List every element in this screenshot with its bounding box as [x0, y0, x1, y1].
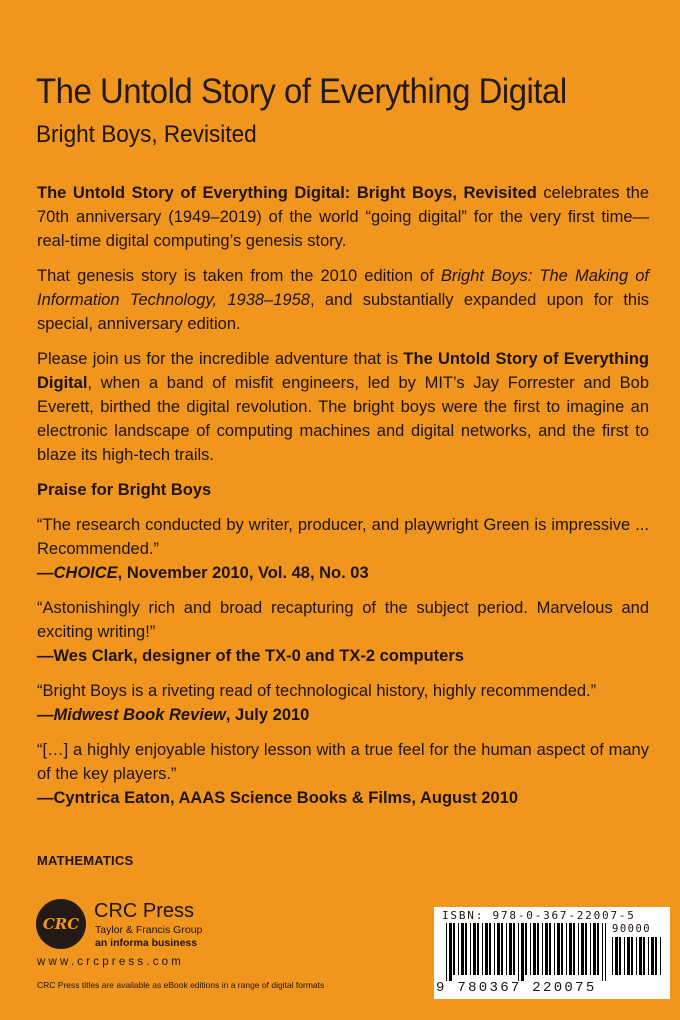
back-cover-text — [37, 181, 649, 821]
publisher-url[interactable]: www.crcpress.com — [37, 956, 185, 968]
barcode-bar — [561, 923, 563, 975]
barcode-bar — [639, 937, 642, 975]
quote-text: “Astonishingly rich and broad recapturing of the subject period. Marvelous and exciting writing!” — [37, 599, 649, 641]
barcode-bar — [485, 923, 488, 975]
barcode-bar — [537, 923, 539, 975]
barcode-bar — [643, 937, 645, 975]
origin-book-title: Bright Boys: The Making of Information Technology, 1938–1958 — [37, 267, 649, 309]
barcode-bar — [461, 923, 464, 975]
barcode-bar — [573, 923, 575, 975]
barcode-bar — [648, 937, 649, 975]
isbn-label: ISBN: 978-0-367-22007-5 — [442, 909, 636, 922]
attribution-source: Wes Clark, designer of the TX-0 and TX-2 computers — [53, 647, 464, 665]
quote-block — [37, 679, 649, 727]
origin-paragraph — [37, 264, 649, 336]
attribution-source: Midwest Book Review — [53, 706, 226, 724]
publisher-business: an informa business — [95, 937, 198, 949]
barcode-bar — [449, 923, 452, 981]
logo-text: CRC — [42, 915, 80, 933]
barcode-bar — [615, 937, 618, 975]
quote-text: “The research conducted by writer, producer, and playwright Green is impressive ... Recommended.” — [37, 516, 649, 558]
barcode-bar — [660, 937, 661, 975]
invitation-pre: Please join us for the incredible adventure that is — [37, 350, 404, 368]
barcode-bar — [533, 923, 536, 975]
intro-bold-title: The Untold Story of Everything Digital: Bright Boys, Revisited — [37, 184, 537, 202]
barcode-bar — [554, 923, 555, 975]
invitation-bold: The Untold Story of Everything Digital — [37, 350, 649, 392]
intro-paragraph — [37, 181, 649, 253]
origin-post: , and substantially expanded upon for this special, anniversary edition. — [37, 291, 649, 333]
barcode-bar — [513, 923, 515, 975]
barcode-bar — [549, 923, 551, 975]
barcode-bar — [651, 937, 654, 975]
barcode-bars — [446, 923, 606, 981]
attribution-detail: , July 2010 — [225, 706, 310, 724]
barcode-bar — [566, 923, 567, 975]
publisher-name: CRC Press — [94, 900, 195, 922]
barcode-bar — [585, 923, 587, 975]
barcode-bar — [542, 923, 543, 975]
origin-pre: That genesis story is taken from the 2010 edition of — [37, 267, 441, 285]
quote-attribution — [37, 786, 649, 810]
intro-text: celebrates the 70th anniversary (1949–2019) of the world “going digital” for the very first time—real-time digital computing’s genesis story. — [37, 184, 650, 250]
barcode-bar — [545, 923, 548, 975]
quote-attribution — [37, 644, 649, 668]
barcode-bar — [530, 923, 531, 975]
barcode-bar — [619, 937, 621, 975]
quote-text: “Bright Boys is a riveting read of technological history, highly recommended.” — [37, 682, 597, 700]
attribution-dash: — — [37, 706, 54, 724]
barcode-bar — [590, 923, 591, 975]
quote-block — [37, 596, 649, 668]
quote-attribution — [37, 561, 649, 585]
invitation-post: , when a band of misfit engineers, led by MIT’s Jay Forrester and Bob Everett, birthed the digital revolution. The bright boys were the first to imagine an electronic landscape of computing machines and digital networks, and the first to blaze its high-tech trails. — [37, 374, 649, 464]
barcode-bar — [578, 923, 579, 975]
barcode-bar — [482, 923, 483, 975]
barcode-bar — [521, 923, 524, 981]
barcode-bar — [501, 923, 503, 975]
barcode-bar — [525, 923, 527, 975]
attribution-dash: — — [37, 789, 54, 807]
barcode-bar — [453, 923, 455, 975]
barcode-bar — [602, 923, 603, 981]
quote-block — [37, 738, 649, 810]
quote-block — [37, 513, 649, 585]
barcode-bar — [557, 923, 560, 975]
barcode-bar — [506, 923, 507, 975]
barcode-bar — [581, 923, 584, 975]
attribution-detail: , November 2010, Vol. 48, No. 03 — [117, 564, 369, 582]
barcode-bar — [458, 923, 459, 975]
addon-barcode-bars — [612, 937, 662, 981]
attribution-source: CHOICE — [53, 564, 118, 582]
barcode-bar — [597, 923, 599, 975]
attribution-dash: — — [37, 647, 54, 665]
quote-text: “[…] a highly enjoyable history lesson with a true feel for the human aspect of many of the key players.” — [37, 741, 649, 783]
invitation-paragraph — [37, 347, 649, 467]
barcode-bar — [489, 923, 491, 975]
isbn-barcode — [434, 907, 670, 999]
barcode-bar — [477, 923, 479, 975]
barcode-bar — [631, 937, 633, 975]
crc-logo-icon — [36, 899, 86, 949]
attribution-dash: — — [37, 564, 54, 582]
barcode-bar — [593, 923, 596, 975]
barcode-bar — [624, 937, 625, 975]
barcode-bar — [494, 923, 495, 975]
barcode-bar — [627, 937, 630, 975]
attribution-source: Cyntrica Eaton, AAAS Science Books & Films, August 2010 — [53, 789, 519, 807]
barcode-bar — [636, 937, 637, 975]
price-code: 90000 — [612, 923, 652, 935]
barcode-bar — [518, 923, 519, 981]
publisher-group: Taylor & Francis Group — [95, 924, 203, 936]
barcode-bar — [446, 923, 447, 981]
barcode-bar — [655, 937, 657, 975]
barcode-bar — [612, 937, 613, 975]
barcode-bar — [509, 923, 512, 975]
subject-category: MATHEMATICS — [37, 853, 134, 868]
barcode-bar — [473, 923, 476, 975]
barcode-bar — [569, 923, 572, 975]
quote-attribution — [37, 703, 649, 727]
barcode-bar — [465, 923, 467, 975]
barcode-digits: 9 780367 220075 — [436, 980, 597, 996]
barcode-bar — [497, 923, 500, 975]
barcode-bar — [605, 923, 606, 981]
book-subtitle: Bright Boys, Revisited — [36, 121, 257, 148]
book-title: The Untold Story of Everything Digital — [36, 72, 567, 111]
ebook-footnote: CRC Press titles are available as eBook editions in a range of digital formats — [37, 980, 325, 990]
praise-heading: Praise for Bright Boys — [37, 481, 212, 499]
barcode-bar — [470, 923, 471, 975]
